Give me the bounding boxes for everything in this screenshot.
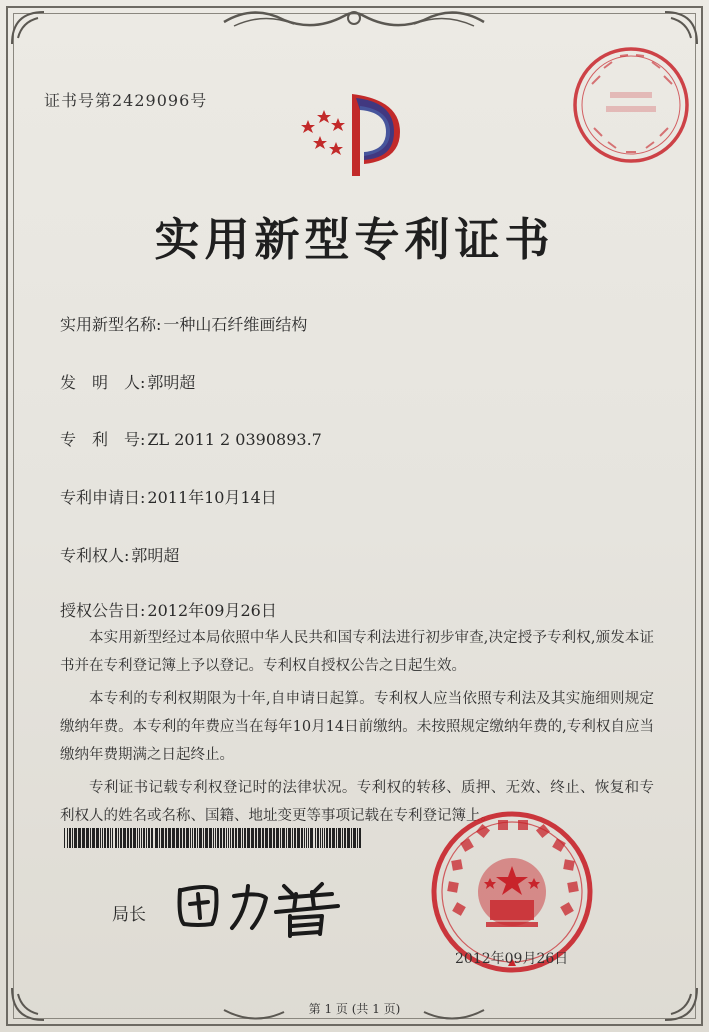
field-patent-number	[60, 427, 322, 450]
field-value: 郭明超	[131, 546, 180, 565]
barcode-icon	[64, 828, 364, 848]
corner-ornament-icon	[8, 8, 48, 48]
certificate-body	[60, 624, 654, 835]
top-ornament-icon	[214, 2, 494, 36]
page-title: 实用新型专利证书	[154, 213, 555, 266]
body-paragraph: 专利证书记载专利权登记时的法律状况。专利权的转移、质押、无效、终止、恢复和专利权人的姓名或名称、国籍、地址变更等事项记载在专利登记簿上。	[60, 780, 654, 824]
field-value: 2012年09月26日	[147, 601, 277, 620]
director-signature-icon	[172, 872, 352, 942]
field-patentee	[60, 543, 179, 566]
body-paragraph: 本实用新型经过本局依照中华人民共和国专利法进行初步审查,决定授予专利权,颁发本证书并在专利登记簿上予以登记。专利权自授权公告之日起生效。	[60, 630, 654, 674]
corner-ornament-icon	[661, 8, 701, 48]
field-utility-model-name	[60, 312, 307, 335]
field-value: 2011年10月14日	[147, 488, 277, 507]
certificate-number: 证书号第2429096号	[44, 91, 208, 110]
issue-date: 2012年09月26日	[455, 951, 569, 967]
field-label: 授权公告日:	[60, 601, 146, 620]
agency-seal-stamp-icon	[570, 44, 692, 166]
page-footer: 第 1 页 (共 1 页)	[308, 1002, 401, 1016]
field-inventor	[60, 370, 195, 393]
field-label: 专 利 号:	[60, 430, 146, 449]
field-value: ZL 2011 2 0390893.7	[147, 430, 322, 449]
patent-office-logo-icon	[294, 88, 414, 178]
field-label: 发 明 人:	[60, 373, 146, 392]
field-application-date	[60, 485, 277, 508]
field-value: 一种山石纤维画结构	[163, 315, 308, 334]
field-grant-date	[60, 598, 277, 621]
field-value: 郭明超	[147, 373, 196, 392]
director-label: 局长	[112, 905, 146, 925]
field-label: 专利权人:	[60, 546, 130, 565]
body-paragraph: 本专利的专利权期限为十年,自申请日起算。专利权人应当依照专利法及其实施细则规定缴纳年费。本专利的年费应当在每年10月14日前缴纳。未按照规定缴纳年费的,专利权自应当缴纳年费期满之日起终止。	[60, 691, 654, 763]
field-label: 实用新型名称:	[60, 315, 162, 334]
field-label: 专利申请日:	[60, 488, 146, 507]
